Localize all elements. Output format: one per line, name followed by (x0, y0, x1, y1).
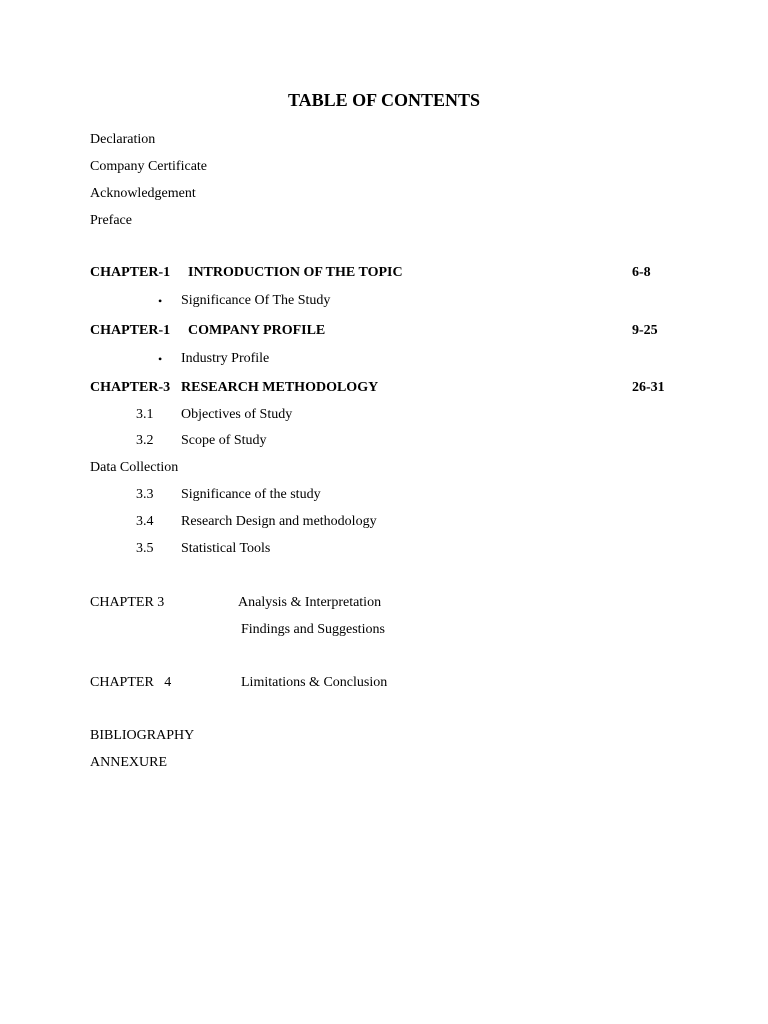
chapter-3-pages: 26-31 (632, 380, 665, 395)
chapter-2-label: CHAPTER-1 (90, 323, 171, 338)
section-title: Objectives of Study (181, 407, 293, 422)
toc-acknowledgement: Acknowledgement (90, 186, 196, 201)
chapter-2-title: COMPANY PROFILE (188, 323, 326, 338)
chapter-1-bullet-item: Significance Of The Study (181, 293, 331, 308)
bullet-icon: • (158, 352, 163, 366)
chapter-1-label: CHAPTER-1 (90, 265, 171, 280)
chapter-3-title: RESEARCH METHODOLOGY (181, 380, 379, 395)
section-title: Scope of Study (181, 433, 267, 448)
section-number: 3.3 (136, 487, 154, 502)
chapter-1-title: INTRODUCTION OF THE TOPIC (188, 265, 403, 280)
section-title: Statistical Tools (181, 541, 271, 556)
section-title: Research Design and methodology (181, 514, 377, 529)
section-number: 3.2 (136, 433, 154, 448)
chapter-2-bullet-item: Industry Profile (181, 351, 270, 366)
chapter-3-label: CHAPTER-3 (90, 380, 171, 395)
chapter-4-title: Limitations & Conclusion (241, 675, 388, 690)
section-number: 3.4 (136, 514, 154, 529)
section-number: 3.5 (136, 541, 154, 556)
chapter-1-pages: 6-8 (632, 265, 651, 280)
toc-bibliography: BIBLIOGRAPHY (90, 728, 195, 743)
chapter-3b-line2: Findings and Suggestions (241, 622, 385, 637)
chapter-3b-label: CHAPTER 3 (90, 595, 165, 610)
page-title: TABLE OF CONTENTS (287, 90, 481, 110)
chapter-2-pages: 9-25 (632, 323, 658, 338)
section-number: 3.1 (136, 407, 154, 422)
section-title: Significance of the study (181, 487, 321, 502)
toc-preface: Preface (90, 213, 132, 228)
toc-data-collection: Data Collection (90, 460, 179, 475)
bullet-icon: • (158, 294, 163, 308)
chapter-3b-line1: Analysis & Interpretation (238, 595, 382, 610)
toc-declaration: Declaration (90, 132, 156, 147)
toc-company-certificate: Company Certificate (90, 159, 208, 174)
toc-annexure: ANNEXURE (90, 755, 167, 770)
chapter-4-label: CHAPTER 4 (90, 675, 172, 690)
